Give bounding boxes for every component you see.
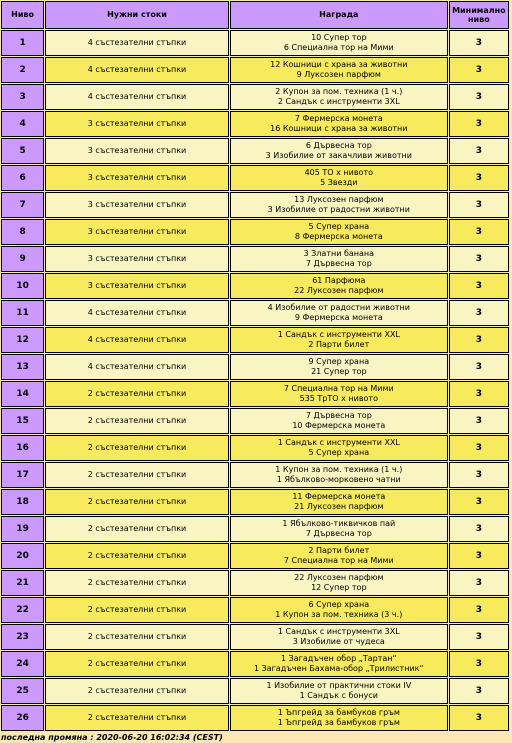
reward-line-1: 1 Ябълково-тиквичков пай <box>282 519 396 528</box>
table-row <box>1 462 509 488</box>
reward-line-1: 2 Купон за пом. техника (1 ч.) <box>275 87 403 96</box>
table-row <box>1 30 509 56</box>
level-cell: 5 <box>1 138 44 164</box>
table-row <box>1 489 509 515</box>
level-cell: 12 <box>1 327 44 353</box>
min-level-cell: 3 <box>449 381 509 407</box>
reward-line-1: 3 Златни банана <box>303 249 375 258</box>
min-level-cell: 3 <box>449 354 509 380</box>
min-level-cell: 3 <box>449 273 509 299</box>
reward-line-2: 3 Изобилие от закачливи животни <box>265 151 412 160</box>
goods-cell: 2 състезателни стъпки <box>45 516 229 542</box>
level-cell: 6 <box>1 165 44 191</box>
reward-line-1: 22 Луксозен парфюм <box>294 573 384 582</box>
reward-cell <box>230 705 448 731</box>
level-cell: 8 <box>1 219 44 245</box>
min-level-cell: 3 <box>449 705 509 731</box>
reward-cell <box>230 111 448 137</box>
reward-cell <box>230 624 448 650</box>
reward-line-2: 6 Специална тор на Мими <box>283 43 394 52</box>
reward-cell <box>230 381 448 407</box>
table-row <box>1 327 509 353</box>
goods-cell: 4 състезателни стъпки <box>45 30 229 56</box>
goods-cell: 3 състезателни стъпки <box>45 138 229 164</box>
table-row <box>1 597 509 623</box>
reward-line-2: 2 Сандък с инструменти 3XL <box>277 97 400 106</box>
table-row <box>1 354 509 380</box>
goods-cell: 2 състезателни стъпки <box>45 678 229 704</box>
min-level-cell: 3 <box>449 138 509 164</box>
min-level-cell: 3 <box>449 489 509 515</box>
reward-line-1: 1 Купон за пом. техника (1 ч.) <box>275 465 403 474</box>
reward-line-1: 1 Изобилие от практични стоки IV <box>266 681 412 690</box>
reward-line-2: 1 Ъпгрейд за бамбуков гръм <box>277 718 400 727</box>
goods-cell: 2 състезателни стъпки <box>45 435 229 461</box>
table-row <box>1 381 509 407</box>
level-cell: 19 <box>1 516 44 542</box>
reward-cell <box>230 408 448 434</box>
reward-line-2: 2 Парти билет <box>308 340 370 349</box>
level-cell: 16 <box>1 435 44 461</box>
level-cell: 1 <box>1 30 44 56</box>
table-row <box>1 435 509 461</box>
reward-cell <box>230 84 448 110</box>
goods-cell: 2 състезателни стъпки <box>45 543 229 569</box>
level-cell: 20 <box>1 543 44 569</box>
reward-cell <box>230 246 448 272</box>
reward-line-2: 22 Луксозен парфюм <box>294 286 384 295</box>
table-header-row <box>1 1 509 29</box>
table-body <box>1 30 509 731</box>
reward-line-1: 6 Супер храна <box>308 600 370 609</box>
table-row <box>1 705 509 731</box>
goods-cell: 2 състезателни стъпки <box>45 651 229 677</box>
table-row <box>1 300 509 326</box>
reward-line-2: 9 Луксозен парфюм <box>296 70 381 79</box>
reward-line-1: 9 Супер храна <box>308 357 370 366</box>
min-level-cell: 3 <box>449 84 509 110</box>
level-cell: 15 <box>1 408 44 434</box>
level-cell: 10 <box>1 273 44 299</box>
table-row <box>1 192 509 218</box>
reward-line-2: 3 Изобилие от радостни животни <box>267 205 410 214</box>
goods-cell: 2 състезателни стъпки <box>45 381 229 407</box>
reward-cell <box>230 678 448 704</box>
table-row <box>1 138 509 164</box>
min-level-cell: 3 <box>449 111 509 137</box>
reward-line-1: 1 Сандък с инструменти 3XL <box>277 627 400 636</box>
level-cell: 13 <box>1 354 44 380</box>
level-cell: 18 <box>1 489 44 515</box>
goods-cell: 2 състезателни стъпки <box>45 597 229 623</box>
min-level-cell: 3 <box>449 570 509 596</box>
reward-line-1: 4 Изобилие от радостни животни <box>267 303 410 312</box>
goods-cell: 2 състезателни стъпки <box>45 705 229 731</box>
level-cell: 7 <box>1 192 44 218</box>
reward-cell <box>230 570 448 596</box>
reward-cell <box>230 327 448 353</box>
table-row <box>1 246 509 272</box>
min-level-cell: 3 <box>449 192 509 218</box>
goods-cell: 4 състезателни стъпки <box>45 327 229 353</box>
reward-cell <box>230 192 448 218</box>
table-row <box>1 273 509 299</box>
reward-line-2: 21 Супер тор <box>311 367 367 376</box>
reward-line-1: 1 Сандък с инструменти XXL <box>277 330 400 339</box>
reward-line-2: 12 Супер тор <box>311 583 367 592</box>
reward-cell <box>230 300 448 326</box>
reward-cell <box>230 462 448 488</box>
level-cell: 17 <box>1 462 44 488</box>
min-level-cell: 3 <box>449 300 509 326</box>
min-level-cell: 3 <box>449 543 509 569</box>
goods-cell: 2 състезателни стъпки <box>45 570 229 596</box>
level-cell: 24 <box>1 651 44 677</box>
min-level-cell: 3 <box>449 246 509 272</box>
header-min-level-line2: ниво <box>468 15 490 24</box>
table-row <box>1 516 509 542</box>
reward-line-1: 61 Парфюма <box>312 276 366 285</box>
reward-line-2: 16 Кошници с храна за животни <box>270 124 408 133</box>
min-level-cell: 3 <box>449 408 509 434</box>
level-cell: 22 <box>1 597 44 623</box>
level-cell: 2 <box>1 57 44 83</box>
goods-cell: 3 състезателни стъпки <box>45 165 229 191</box>
goods-cell: 2 състезателни стъпки <box>45 408 229 434</box>
goods-cell: 3 състезателни стъпки <box>45 219 229 245</box>
level-cell: 9 <box>1 246 44 272</box>
reward-cell <box>230 165 448 191</box>
reward-line-2: 3 Изобилие от чудеса <box>292 637 385 646</box>
reward-line-1: 10 Супер тор <box>311 33 367 42</box>
reward-cell <box>230 219 448 245</box>
table-row <box>1 408 509 434</box>
reward-line-2: 5 Звезди <box>320 178 358 187</box>
header-min-level-line1: Минимално <box>452 6 506 15</box>
reward-line-1: 7 Дървесна тор <box>305 411 372 420</box>
table-row <box>1 165 509 191</box>
goods-cell: 4 състезателни стъпки <box>45 300 229 326</box>
reward-line-2: 7 Дървесна тор <box>305 529 372 538</box>
reward-line-2: 9 Фермерска монета <box>294 313 383 322</box>
goods-cell: 4 състезателни стъпки <box>45 57 229 83</box>
min-level-cell: 3 <box>449 597 509 623</box>
header-level: Ниво <box>1 1 44 29</box>
reward-line-1: 11 Фермерска монета <box>292 492 386 501</box>
reward-line-2: 7 Специална тор на Мими <box>283 556 394 565</box>
level-cell: 14 <box>1 381 44 407</box>
reward-cell <box>230 30 448 56</box>
reward-cell <box>230 543 448 569</box>
reward-line-2: 8 Фермерска монета <box>294 232 383 241</box>
reward-line-2: 535 ТрТО х нивото <box>299 394 378 403</box>
min-level-cell: 3 <box>449 516 509 542</box>
reward-line-2: 10 Фермерска монета <box>292 421 386 430</box>
reward-cell <box>230 57 448 83</box>
table-row <box>1 651 509 677</box>
min-level-cell: 3 <box>449 624 509 650</box>
reward-cell <box>230 516 448 542</box>
goods-cell: 3 състезателни стъпки <box>45 111 229 137</box>
min-level-cell: 3 <box>449 57 509 83</box>
table-row <box>1 624 509 650</box>
reward-cell <box>230 651 448 677</box>
level-cell: 23 <box>1 624 44 650</box>
reward-cell <box>230 597 448 623</box>
reward-cell <box>230 489 448 515</box>
table-row <box>1 84 509 110</box>
level-cell: 4 <box>1 111 44 137</box>
reward-cell <box>230 435 448 461</box>
min-level-cell: 3 <box>449 30 509 56</box>
level-cell: 21 <box>1 570 44 596</box>
goods-cell: 2 състезателни стъпки <box>45 462 229 488</box>
reward-line-2: 1 Ябълково-морковено чатни <box>276 475 401 484</box>
header-goods: Нужни стоки <box>45 1 229 29</box>
reward-line-1: 6 Дървесна тор <box>305 141 372 150</box>
reward-line-1: 5 Супер храна <box>308 222 370 231</box>
min-level-cell: 3 <box>449 462 509 488</box>
reward-line-1: 13 Луксозен парфюм <box>294 195 384 204</box>
reward-line-1: 12 Кошници с храна за животни <box>270 60 408 69</box>
reward-line-1: 7 Фермерска монета <box>294 114 383 123</box>
reward-line-1: 1 Загадъчен обор „Тартан“ <box>280 654 397 663</box>
reward-line-2: 1 Купон за пом. техника (3 ч.) <box>275 610 403 619</box>
goods-cell: 2 състезателни стъпки <box>45 489 229 515</box>
level-cell: 26 <box>1 705 44 731</box>
reward-cell <box>230 354 448 380</box>
reward-cell <box>230 138 448 164</box>
level-cell: 11 <box>1 300 44 326</box>
min-level-cell: 3 <box>449 435 509 461</box>
min-level-cell: 3 <box>449 327 509 353</box>
min-level-cell: 3 <box>449 165 509 191</box>
last-modified: последна промяна : 2020-06-20 16:02:34 (CEST) <box>1 733 223 742</box>
table-row <box>1 543 509 569</box>
table-row <box>1 678 509 704</box>
reward-cell <box>230 273 448 299</box>
goods-cell: 4 състезателни стъпки <box>45 354 229 380</box>
min-level-cell: 3 <box>449 219 509 245</box>
goods-cell: 3 състезателни стъпки <box>45 192 229 218</box>
table-row <box>1 111 509 137</box>
reward-line-2: 1 Загадъчен Бахама-обор „Трилистник“ <box>253 664 424 673</box>
reward-line-1: 405 ТО х нивото <box>304 168 374 177</box>
reward-line-1: 2 Парти билет <box>308 546 370 555</box>
reward-line-1: 1 Сандък с инструменти XXL <box>277 438 400 447</box>
reward-line-1: 7 Специална тор на Мими <box>283 384 394 393</box>
table-row <box>1 570 509 596</box>
reward-line-2: 7 Дървесна тор <box>305 259 372 268</box>
level-cell: 3 <box>1 84 44 110</box>
level-cell: 25 <box>1 678 44 704</box>
goods-cell: 3 състезателни стъпки <box>45 246 229 272</box>
reward-line-2: 21 Луксозен парфюм <box>294 502 384 511</box>
table-row <box>1 57 509 83</box>
min-level-cell: 3 <box>449 678 509 704</box>
goods-cell: 2 състезателни стъпки <box>45 624 229 650</box>
reward-line-2: 5 Супер храна <box>308 448 370 457</box>
reward-line-2: 1 Сандък с бонуси <box>299 691 378 700</box>
table-row <box>1 219 509 245</box>
header-reward: Награда <box>230 1 448 29</box>
min-level-cell: 3 <box>449 651 509 677</box>
goods-cell: 4 състезателни стъпки <box>45 84 229 110</box>
goods-cell: 3 състезателни стъпки <box>45 273 229 299</box>
reward-line-1: 1 Ъпгрейд за бамбуков гръм <box>277 708 400 717</box>
header-min-level <box>449 1 509 29</box>
